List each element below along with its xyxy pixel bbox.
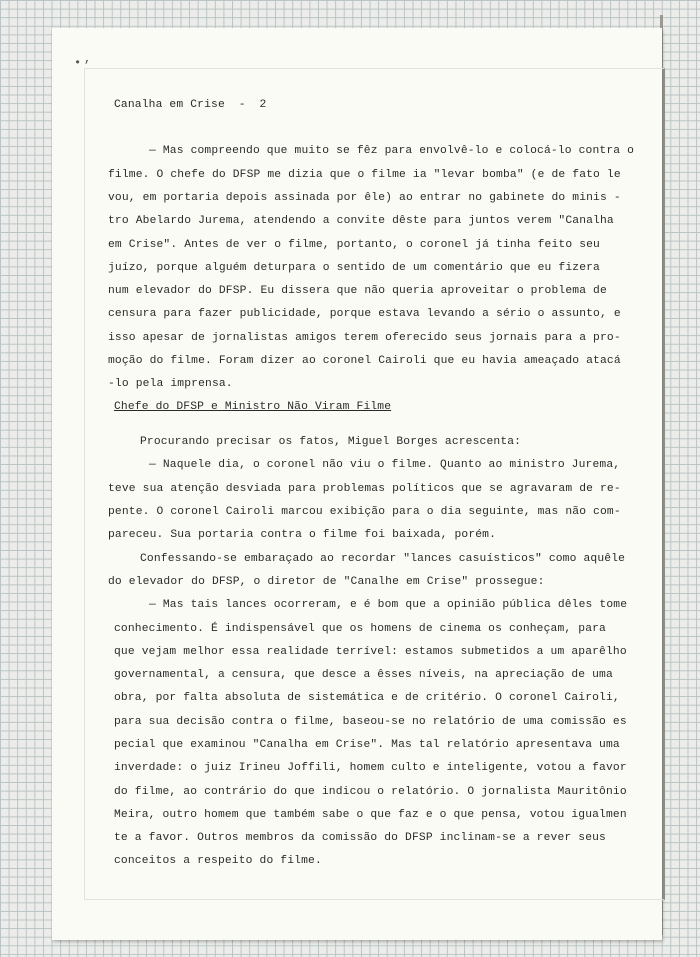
paragraph-2-line-3: teve sua atenção desviada para problemas políticos que se agravaram de re- [108, 483, 621, 495]
paragraph-1-line-10: moção do filme. Foram dizer ao coronel Cairoli que eu havia ameaçado atacá [108, 355, 621, 367]
paragraph-2-line-1: Procurando precisar os fatos, Miguel Borges acrescenta: [140, 436, 522, 448]
paragraph-2-line-14: pecial que examinou "Canalha em Crise". Mas tal relatório apresentava uma [114, 739, 620, 751]
paragraph-1-line-3: vou, em portaria depois assinada por êle) ao entrar no gabinete do minis - [108, 192, 621, 204]
paragraph-2-line-11: governamental, a censura, que desce a êsses níveis, na apreciação de uma [114, 669, 613, 681]
subheading: Chefe do DFSP e Ministro Não Viram Filme [114, 401, 392, 413]
paragraph-2-line-19: conceitos a respeito do filme. [114, 855, 322, 867]
paragraph-2-line-13: para sua decisão contra o filme, baseou-se no relatório de uma comissão es [114, 716, 627, 728]
paragraph-2-line-12: obra, por falta absoluta de sistemática e de critério. O coronel Cairoli, [114, 692, 620, 704]
paragraph-2-line-7: do elevador do DFSP, o diretor de "Canalhe em Crise" prossegue: [108, 576, 545, 588]
paragraph-1-line-11: -lo pela imprensa. [108, 378, 233, 390]
paragraph-1-line-8: censura para fazer publicidade, porque estava levando a sério o assunto, e [108, 308, 621, 320]
dot-mark-icon: • [74, 56, 82, 70]
paragraph-1-line-6: juízo, porque alguém deturpara o sentido de um comentário que eu fizera [108, 262, 600, 274]
page-header: Canalha em Crise - 2 [114, 99, 267, 111]
paragraph-2-line-18: te a favor. Outros membros da comissão do DFSP inclinam-se a rever seus [114, 832, 606, 844]
paragraph-2-line-2: — Naquele dia, o coronel não viu o filme. Quanto ao ministro Jurema, [149, 459, 621, 471]
paragraph-2-line-9: conhecimento. É indispensável que os homens de cinema os conheçam, para [114, 623, 606, 635]
paragraph-1-line-2: filme. O chefe do DFSP me dizia que o filme ia "levar bomba" (e de fato le [108, 169, 621, 181]
paragraph-2-line-6: Confessando-se embaraçado ao recordar "lances casuísticos" como aquêle [140, 553, 626, 565]
paragraph-2-line-8: — Mas tais lances ocorreram, e é bom que a opinião pública dêles tome [149, 599, 628, 611]
paragraph-2-line-16: do filme, ao contrário do que indicou o relatório. O jornalista Mauritônio [114, 786, 627, 798]
paragraph-1-line-1: — Mas compreendo que muito se fêz para envolvê-lo e colocá-lo contra o [149, 145, 635, 157]
paragraph-1-line-9: isso apesar de jornalistas amigos terem oferecido seus jornais para a pro- [108, 332, 621, 344]
pencil-mark-icon: , [84, 52, 92, 66]
paragraph-2-line-15: inverdade: o juiz Irineu Joffili, homem culto e inteligente, votou a favor [114, 762, 627, 774]
document-page [52, 28, 662, 940]
paragraph-2-line-17: Meira, outro homem que também sabe o que faz e o que pensa, votou igualmen [114, 809, 627, 821]
paragraph-1-line-7: num elevador do DFSP. Eu dissera que não queria aproveitar o problema de [108, 285, 607, 297]
paragraph-2-line-4: pente. O coronel Cairoli marcou exibição para o dia seguinte, mas não com- [108, 506, 621, 518]
paragraph-1-line-4: tro Abelardo Jurema, atendendo a convite dêste para juntos verem "Canalha [108, 215, 614, 227]
paragraph-1-line-5: em Crise". Antes de ver o filme, portanto, o coronel já tinha feito seu [108, 239, 600, 251]
paragraph-2-line-5: pareceu. Sua portaria contra o filme foi baixada, porém. [108, 529, 497, 541]
paragraph-2-line-10: que vejam melhor essa realidade terrível: estamos submetidos a um aparêlho [114, 646, 627, 658]
